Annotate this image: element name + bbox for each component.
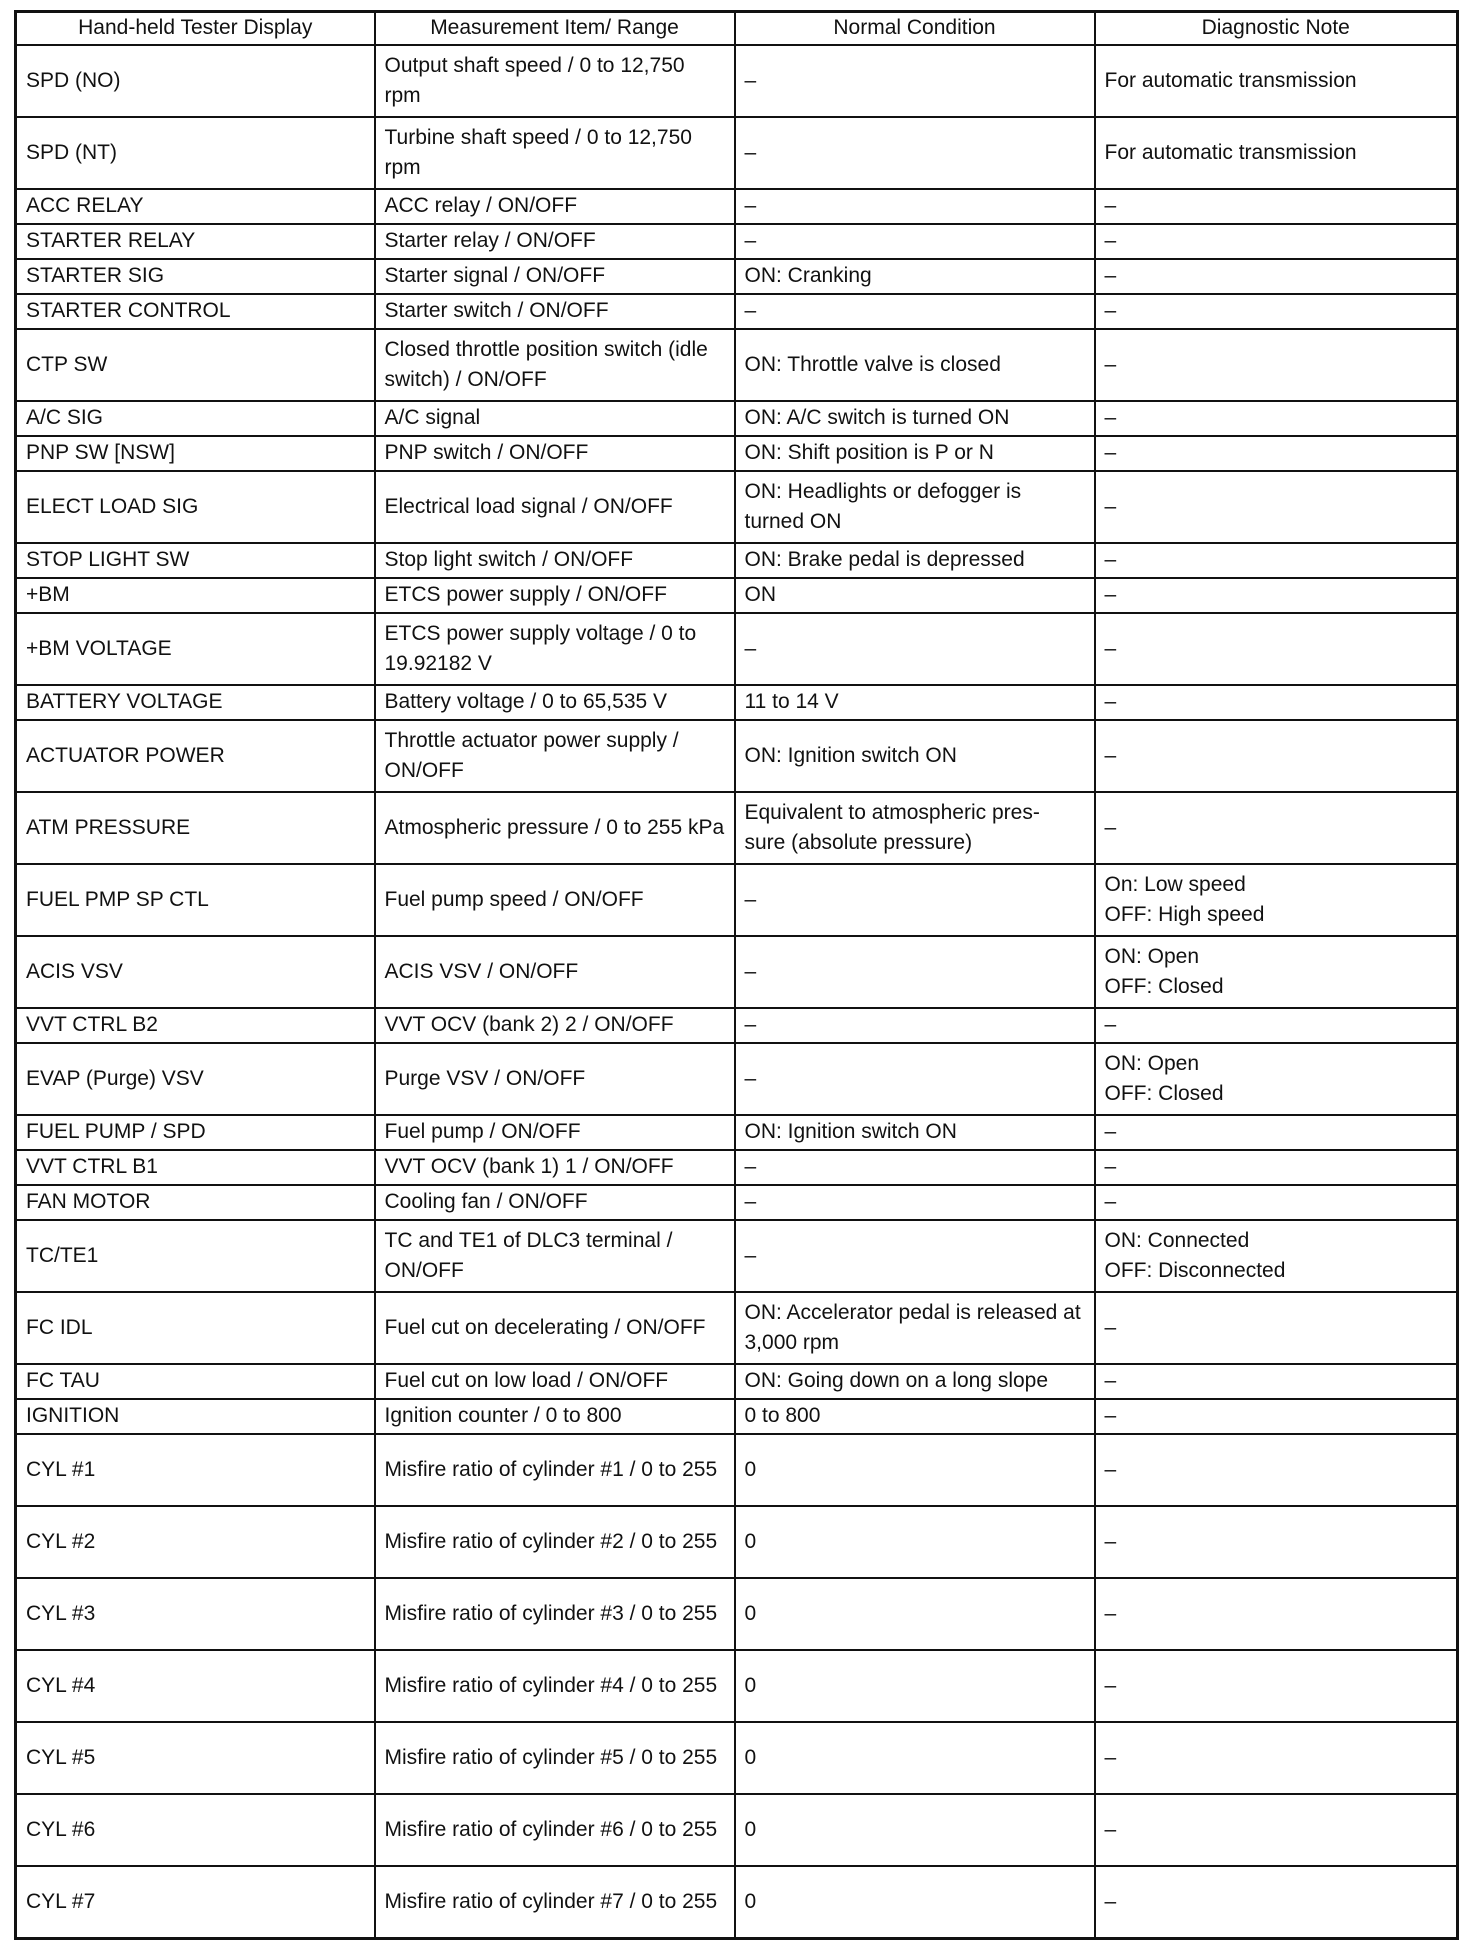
tester-display-cell: STOP LIGHT SW <box>16 543 375 578</box>
tester-display-cell: CYL #6 <box>16 1794 375 1866</box>
normal-condition-cell: – <box>735 613 1095 685</box>
table-row <box>16 792 1458 864</box>
tester-display-cell: ACIS VSV <box>16 936 375 1008</box>
tester-display-cell: CYL #5 <box>16 1722 375 1794</box>
tester-display-cell: PNP SW [NSW] <box>16 436 375 471</box>
tester-display-cell: CTP SW <box>16 329 375 401</box>
measurement-item-cell: Misfire ratio of cylinder #2 / 0 to 255 <box>375 1506 735 1578</box>
diagnostic-note-cell: ON: Open OFF: Closed <box>1095 1043 1458 1115</box>
diagnostic-note-cell: – <box>1095 1399 1458 1434</box>
tester-display-cell: VVT CTRL B1 <box>16 1150 375 1185</box>
tester-display-cell: CYL #3 <box>16 1578 375 1650</box>
table-row <box>16 45 1458 117</box>
measurement-item-cell: Fuel cut on decelerating / ON/OFF <box>375 1292 735 1364</box>
tester-display-cell: ATM PRESSURE <box>16 792 375 864</box>
measurement-item-cell: ACC relay / ON/OFF <box>375 189 735 224</box>
measurement-item-cell: Starter switch / ON/OFF <box>375 294 735 329</box>
measurement-item-cell: Starter relay / ON/OFF <box>375 224 735 259</box>
diagnostic-note-cell: – <box>1095 294 1458 329</box>
table-row <box>16 685 1458 720</box>
tester-display-cell: IGNITION <box>16 1399 375 1434</box>
diagnostic-note-cell: – <box>1095 329 1458 401</box>
normal-condition-cell: ON: Headlights or defogger is turned ON <box>735 471 1095 543</box>
measurement-item-cell: TC and TE1 of DLC3 terminal / ON/OFF <box>375 1220 735 1292</box>
diagnostic-note-cell: – <box>1095 1866 1458 1939</box>
table-row <box>16 1292 1458 1364</box>
normal-condition-cell: – <box>735 224 1095 259</box>
measurement-item-cell: PNP switch / ON/OFF <box>375 436 735 471</box>
tester-display-cell: SPD (NT) <box>16 117 375 189</box>
diagnostic-note-cell: – <box>1095 224 1458 259</box>
diagnostic-note-cell: – <box>1095 1506 1458 1578</box>
diagnostic-note-cell: – <box>1095 1794 1458 1866</box>
measurement-item-cell: Ignition counter / 0 to 800 <box>375 1399 735 1434</box>
measurement-item-cell: Starter signal / ON/OFF <box>375 259 735 294</box>
normal-condition-cell: 0 <box>735 1434 1095 1506</box>
normal-condition-cell: ON: Cranking <box>735 259 1095 294</box>
measurement-item-cell: Atmospheric pressure / 0 to 255 kPa <box>375 792 735 864</box>
diagnostic-note-cell: For automatic transmission <box>1095 45 1458 117</box>
measurement-item-cell: VVT OCV (bank 1) 1 / ON/OFF <box>375 1150 735 1185</box>
normal-condition-cell: ON: Ignition switch ON <box>735 1115 1095 1150</box>
tester-display-cell: FAN MOTOR <box>16 1185 375 1220</box>
normal-condition-cell: – <box>735 864 1095 936</box>
diagnostic-note-cell: – <box>1095 259 1458 294</box>
table-row <box>16 471 1458 543</box>
measurement-item-cell: Throttle actuator power supply / ON/OFF <box>375 720 735 792</box>
normal-condition-cell: – <box>735 1008 1095 1043</box>
table-row <box>16 864 1458 936</box>
normal-condition-cell: 0 to 800 <box>735 1399 1095 1434</box>
measurement-item-cell: ETCS power supply / ON/OFF <box>375 578 735 613</box>
diagnostic-note-cell: – <box>1095 1115 1458 1150</box>
diagnostic-note-cell: – <box>1095 436 1458 471</box>
tester-display-cell: STARTER SIG <box>16 259 375 294</box>
normal-condition-cell: – <box>735 936 1095 1008</box>
diagnostic-note-cell: – <box>1095 471 1458 543</box>
diagnostic-note-cell: – <box>1095 792 1458 864</box>
tester-display-cell: ACC RELAY <box>16 189 375 224</box>
table-row <box>16 613 1458 685</box>
table-row <box>16 1185 1458 1220</box>
measurement-item-cell: Turbine shaft speed / 0 to 12,750 rpm <box>375 117 735 189</box>
diagnostic-note-cell: For automatic transmission <box>1095 117 1458 189</box>
tester-display-cell: SPD (NO) <box>16 45 375 117</box>
diagnostic-note-cell: – <box>1095 613 1458 685</box>
tester-display-cell: A/C SIG <box>16 401 375 436</box>
measurement-item-cell: Fuel pump / ON/OFF <box>375 1115 735 1150</box>
measurement-item-cell: ETCS power supply voltage / 0 to 19.92182 V <box>375 613 735 685</box>
table-row <box>16 1650 1458 1722</box>
normal-condition-cell: – <box>735 294 1095 329</box>
table-row <box>16 436 1458 471</box>
tester-display-cell: FC IDL <box>16 1292 375 1364</box>
normal-condition-cell: ON: Throttle valve is closed <box>735 329 1095 401</box>
diagnostic-note-cell: – <box>1095 1364 1458 1399</box>
tester-display-cell: +BM VOLTAGE <box>16 613 375 685</box>
tester-display-cell: BATTERY VOLTAGE <box>16 685 375 720</box>
measurement-item-cell: VVT OCV (bank 2) 2 / ON/OFF <box>375 1008 735 1043</box>
table-row <box>16 1434 1458 1506</box>
measurement-item-cell: Misfire ratio of cylinder #7 / 0 to 255 <box>375 1866 735 1939</box>
table-row <box>16 259 1458 294</box>
measurement-item-cell: Cooling fan / ON/OFF <box>375 1185 735 1220</box>
tester-display-cell: FUEL PMP SP CTL <box>16 864 375 936</box>
tester-display-cell: ELECT LOAD SIG <box>16 471 375 543</box>
tester-display-cell: STARTER RELAY <box>16 224 375 259</box>
normal-condition-cell: ON <box>735 578 1095 613</box>
tester-display-cell: ACTUATOR POWER <box>16 720 375 792</box>
diagnostic-note-cell: – <box>1095 1008 1458 1043</box>
diagnostic-note-cell: ON: Open OFF: Closed <box>1095 936 1458 1008</box>
diagnostic-note-cell: – <box>1095 685 1458 720</box>
diagnostic-note-cell: ON: Connected OFF: Disconnected <box>1095 1220 1458 1292</box>
diagnostic-note-cell: – <box>1095 1722 1458 1794</box>
table-row <box>16 543 1458 578</box>
measurement-item-cell: Purge VSV / ON/OFF <box>375 1043 735 1115</box>
tester-display-cell: CYL #1 <box>16 1434 375 1506</box>
table-row <box>16 1043 1458 1115</box>
table-row <box>16 1578 1458 1650</box>
diagnostic-note-cell: – <box>1095 401 1458 436</box>
table-row <box>16 1008 1458 1043</box>
normal-condition-cell: – <box>735 117 1095 189</box>
tester-display-cell: CYL #2 <box>16 1506 375 1578</box>
tester-display-cell: EVAP (Purge) VSV <box>16 1043 375 1115</box>
data-list-table-container <box>14 10 1456 1940</box>
normal-condition-cell: – <box>735 1185 1095 1220</box>
tester-display-cell: VVT CTRL B2 <box>16 1008 375 1043</box>
diagnostic-note-cell: On: Low speed OFF: High speed <box>1095 864 1458 936</box>
diagnostic-note-cell: – <box>1095 1185 1458 1220</box>
table-row <box>16 1364 1458 1399</box>
diagnostic-note-cell: – <box>1095 1650 1458 1722</box>
column-header-measurement-item: Measurement Item/ Range <box>375 12 735 46</box>
table-row <box>16 1220 1458 1292</box>
measurement-item-cell: A/C signal <box>375 401 735 436</box>
measurement-item-cell: Misfire ratio of cylinder #5 / 0 to 255 <box>375 1722 735 1794</box>
table-row <box>16 329 1458 401</box>
tester-display-cell: CYL #4 <box>16 1650 375 1722</box>
table-row <box>16 1115 1458 1150</box>
normal-condition-cell: ON: Brake pedal is depressed <box>735 543 1095 578</box>
table-row <box>16 1866 1458 1939</box>
table-row <box>16 1506 1458 1578</box>
table-row <box>16 224 1458 259</box>
table-row <box>16 117 1458 189</box>
measurement-item-cell: Output shaft speed / 0 to 12,750 rpm <box>375 45 735 117</box>
diagnostic-note-cell: – <box>1095 578 1458 613</box>
column-header-diagnostic-note: Diagnostic Note <box>1095 12 1458 46</box>
normal-condition-cell: – <box>735 1043 1095 1115</box>
measurement-item-cell: Stop light switch / ON/OFF <box>375 543 735 578</box>
normal-condition-cell: Equivalent to atmospheric pres- sure (absolute pressure) <box>735 792 1095 864</box>
measurement-item-cell: Fuel pump speed / ON/OFF <box>375 864 735 936</box>
tester-display-cell: +BM <box>16 578 375 613</box>
table-row <box>16 1722 1458 1794</box>
normal-condition-cell: 0 <box>735 1578 1095 1650</box>
normal-condition-cell: 0 <box>735 1506 1095 1578</box>
table-header-row <box>16 12 1458 46</box>
table-row <box>16 189 1458 224</box>
normal-condition-cell: ON: Going down on a long slope <box>735 1364 1095 1399</box>
table-row <box>16 294 1458 329</box>
normal-condition-cell: 0 <box>735 1866 1095 1939</box>
normal-condition-cell: ON: Ignition switch ON <box>735 720 1095 792</box>
tester-display-cell: FUEL PUMP / SPD <box>16 1115 375 1150</box>
tester-display-cell: TC/TE1 <box>16 1220 375 1292</box>
normal-condition-cell: 0 <box>735 1722 1095 1794</box>
measurement-item-cell: Misfire ratio of cylinder #3 / 0 to 255 <box>375 1578 735 1650</box>
measurement-item-cell: ACIS VSV / ON/OFF <box>375 936 735 1008</box>
measurement-item-cell: Closed throttle position switch (idle switch) / ON/OFF <box>375 329 735 401</box>
table-row <box>16 1794 1458 1866</box>
diagnostic-note-cell: – <box>1095 1434 1458 1506</box>
normal-condition-cell: 11 to 14 V <box>735 685 1095 720</box>
table-row <box>16 936 1458 1008</box>
column-header-tester-display: Hand-held Tester Display <box>16 12 375 46</box>
diagnostic-note-cell: – <box>1095 1578 1458 1650</box>
measurement-item-cell: Fuel cut on low load / ON/OFF <box>375 1364 735 1399</box>
normal-condition-cell: – <box>735 45 1095 117</box>
measurement-item-cell: Battery voltage / 0 to 65,535 V <box>375 685 735 720</box>
table-row <box>16 1150 1458 1185</box>
normal-condition-cell: – <box>735 1150 1095 1185</box>
normal-condition-cell: ON: A/C switch is turned ON <box>735 401 1095 436</box>
normal-condition-cell: ON: Accelerator pedal is released at 3,000 rpm <box>735 1292 1095 1364</box>
measurement-item-cell: Misfire ratio of cylinder #1 / 0 to 255 <box>375 1434 735 1506</box>
diagnostic-note-cell: – <box>1095 543 1458 578</box>
diagnostic-note-cell: – <box>1095 720 1458 792</box>
table-row <box>16 720 1458 792</box>
measurement-item-cell: Misfire ratio of cylinder #6 / 0 to 255 <box>375 1794 735 1866</box>
normal-condition-cell: 0 <box>735 1650 1095 1722</box>
tester-display-cell: FC TAU <box>16 1364 375 1399</box>
normal-condition-cell: – <box>735 189 1095 224</box>
tester-display-cell: CYL #7 <box>16 1866 375 1939</box>
normal-condition-cell: 0 <box>735 1794 1095 1866</box>
tester-display-cell: STARTER CONTROL <box>16 294 375 329</box>
table-row <box>16 578 1458 613</box>
diagnostic-note-cell: – <box>1095 1150 1458 1185</box>
diagnostic-note-cell: – <box>1095 189 1458 224</box>
data-list-table <box>14 10 1459 1940</box>
table-row <box>16 1399 1458 1434</box>
column-header-normal-condition: Normal Condition <box>735 12 1095 46</box>
normal-condition-cell: – <box>735 1220 1095 1292</box>
measurement-item-cell: Misfire ratio of cylinder #4 / 0 to 255 <box>375 1650 735 1722</box>
measurement-item-cell: Electrical load signal / ON/OFF <box>375 471 735 543</box>
table-row <box>16 401 1458 436</box>
diagnostic-note-cell: – <box>1095 1292 1458 1364</box>
normal-condition-cell: ON: Shift position is P or N <box>735 436 1095 471</box>
